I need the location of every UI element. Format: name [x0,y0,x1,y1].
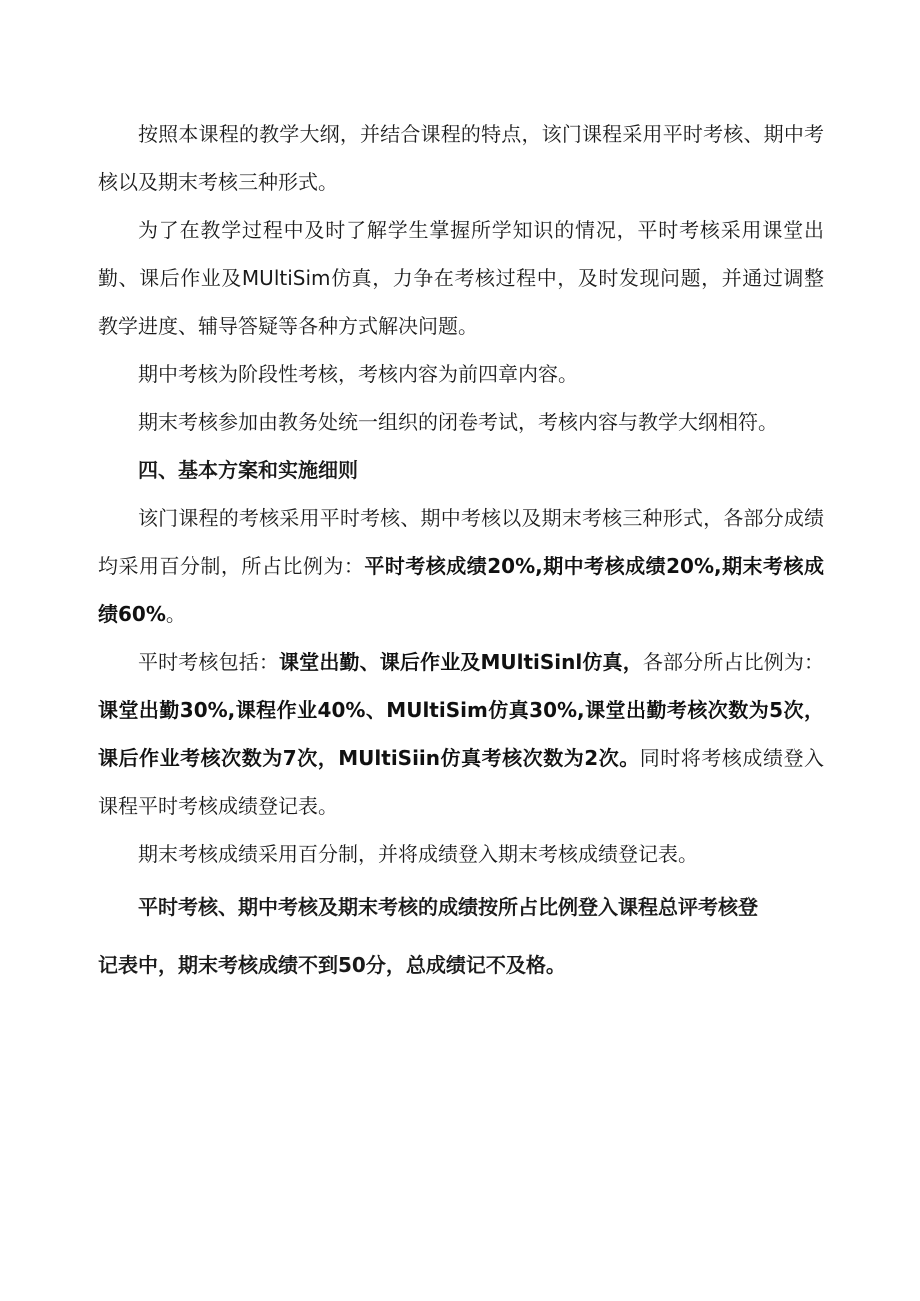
paragraph-assessment-forms: 按照本课程的教学大纲，并结合课程的特点，该门课程采用平时考核、期中考核以及期末考核三种形式。 [98,122,824,194]
breakdown-items: 课堂出勤、课后作业及MUltiSinl仿真， [279,650,643,674]
breakdown-ratio-values: 课堂出勤30%,课程作业40%、MUltiSim仿真30%,课堂出勤考核次数为5次，课后作业考核次数为7次，MUltiSiin仿真考核次数为2次。 [98,698,824,770]
section-heading: 四、基本方案和实施细则 [138,458,358,482]
total-grade-line1: 平时考核、期中考核及期末考核的成绩按所占比例登入课程总评考核登 [138,895,758,919]
grade-ratio-intro: 该门课程的考核采用平时考核、期中考核以及期末考核三种形式，各部分成绩均采用百分制，所占比例为： [98,506,824,578]
paragraph-midterm: 期中考核为阶段性考核，考核内容为前四章内容。 [138,362,578,386]
paragraph-regular-breakdown [98,638,824,830]
document-page [98,110,824,994]
paragraph-final-grade: 期末考核成绩采用百分制，并将成绩登入期末考核成绩登记表。 [138,842,698,866]
paragraph-grade-ratio [98,494,824,638]
breakdown-register: 同时将考核成绩登入课程平时考核成绩登记表。 [98,746,824,818]
grade-ratio-values: 平时考核成绩20%,期中考核成绩20%,期末考核成绩60% [98,554,825,626]
breakdown-ratio-label: 各部分所占比例为： [642,650,825,674]
paragraph-final-exam: 期末考核参加由教务处统一组织的闭卷考试，考核内容与教学大纲相符。 [138,410,778,434]
breakdown-intro: 平时考核包括： [138,650,280,674]
grade-ratio-end: 。 [165,602,186,626]
paragraph-regular-assessment: 为了在教学过程中及时了解学生掌握所学知识的情况，平时考核采用课堂出勤、课后作业及MUltiSim仿真，力争在考核过程中，及时发现问题，并通过调整教学进度、辅导答疑等各种方式解决问题。 [98,218,824,338]
total-grade-line2: 记表中，期末考核成绩不到50分，总成绩记不及格。 [98,953,566,977]
paragraph-total-grade [98,878,824,994]
